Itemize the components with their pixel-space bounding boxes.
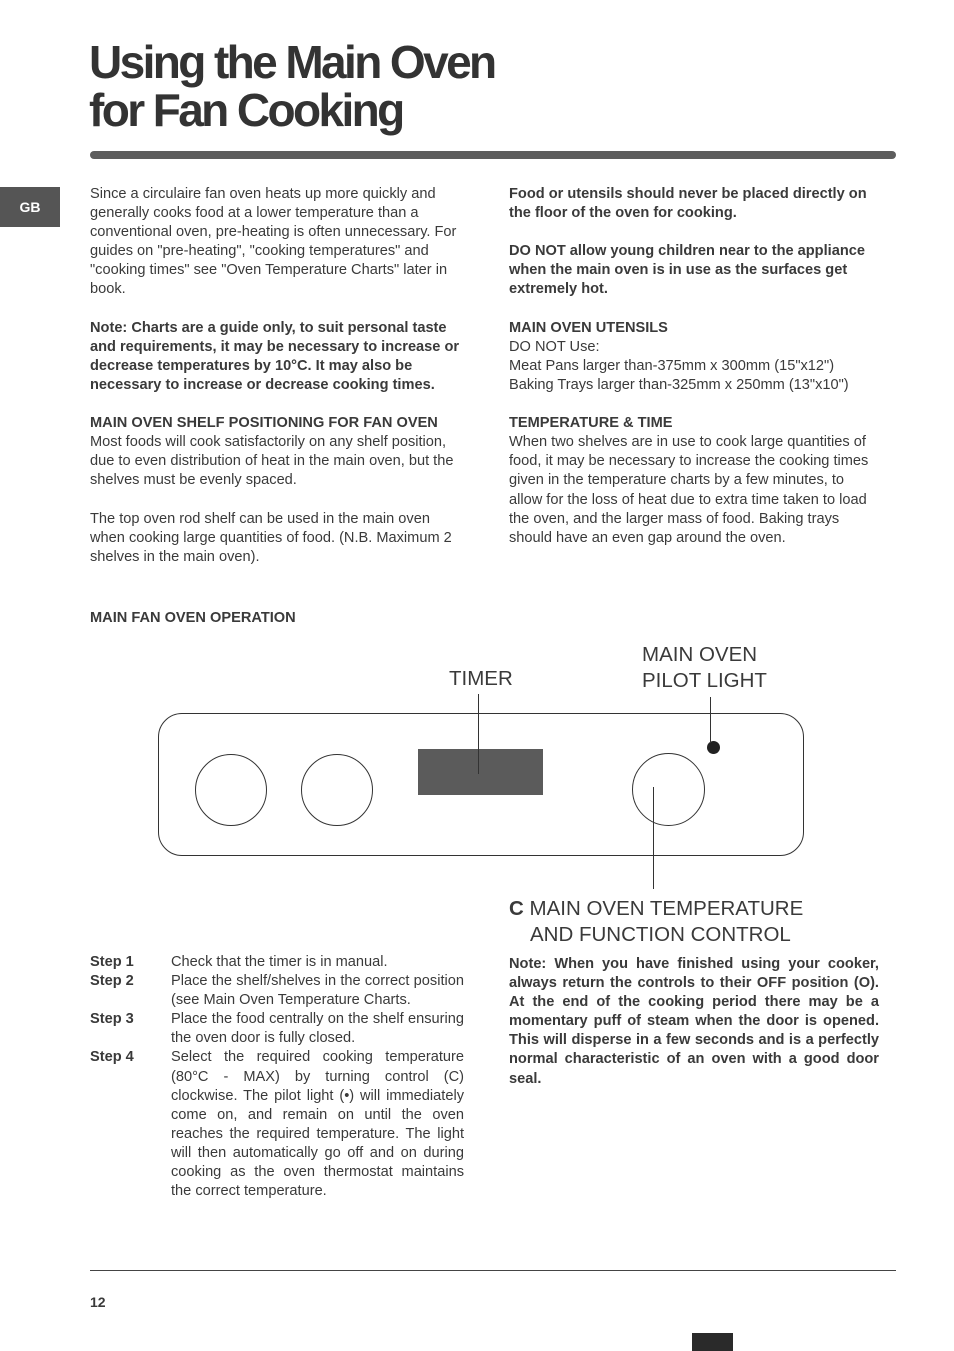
pilot-light <box>707 741 720 754</box>
title-line-2: for Fan Cooking <box>89 84 403 136</box>
header-divider <box>90 151 896 159</box>
pilot-light-label <box>642 642 767 694</box>
step-text: Check that the timer is in manual. <box>171 954 388 970</box>
control-label-line-1: MAIN OVEN TEMPERATURE <box>529 897 804 920</box>
pilot-label-line-1: MAIN OVEN <box>642 643 758 666</box>
utensils-heading: MAIN OVEN UTENSILS <box>509 319 668 336</box>
timer-display <box>418 749 543 795</box>
footer-divider <box>90 1270 896 1271</box>
temperature-heading: TEMPERATURE & TIME <box>509 415 673 432</box>
page-title <box>89 38 495 134</box>
step-item <box>90 953 464 972</box>
rod-shelf-paragraph: The top oven rod shelf can be used in the main oven when cooking large quantities of food. (N.B. Maximum 2 shelves in the main oven). <box>90 510 452 565</box>
control-knob-2 <box>301 754 373 826</box>
operation-heading: MAIN FAN OVEN OPERATION <box>90 610 296 626</box>
utensils-line: Baking Trays larger than-325mm x 250mm (13"x10") <box>509 376 849 393</box>
pilot-leader-line <box>710 697 711 743</box>
page-number: 12 <box>90 1294 106 1310</box>
right-column <box>509 185 881 567</box>
utensils-line: DO NOT Use: <box>509 338 600 355</box>
timer-label: TIMER <box>449 667 513 690</box>
control-knob-1 <box>195 754 267 826</box>
main-oven-control-knob <box>632 753 705 826</box>
step-text: Select the required cooking temperature (80°C - MAX) by turning control (C) clockwise. The pilot light (•) will immediately come on, and remain on until the oven reaches the required temperature. The light will then automatically go off and on during cooking as the oven thermostat maintains the correct temperature. <box>171 1049 464 1200</box>
control-label-line-2: AND FUNCTION CONTROL <box>530 923 791 946</box>
temperature-paragraph: When two shelves are in use to cook large quantities of food, it may be necessary to increase the cooking times given in the temperature charts by a few minutes, to allow for the loss of heat due to extra time taken to load the oven, and the larger mass of food. Baking trays should have an even gap around the oven. <box>509 434 869 546</box>
title-line-1: Using the Main Oven <box>89 36 495 88</box>
control-leader-line <box>653 787 654 889</box>
left-column <box>90 185 462 586</box>
step-item <box>90 972 464 1010</box>
floor-warning: Food or utensils should never be placed directly on the floor of the oven for cooking. <box>509 186 867 222</box>
step-label: Step 3 <box>90 1011 134 1028</box>
shelf-paragraph: Most foods will cook satisfactorily on any shelf position, due to even distribution of heat in the main oven, but the shelves must be evenly spaced. <box>90 434 454 489</box>
control-letter: C <box>509 897 524 920</box>
step-label: Step 1 <box>90 954 134 970</box>
control-label <box>509 896 803 948</box>
step-label: Step 4 <box>90 1049 134 1066</box>
children-warning: DO NOT allow young children near to the appliance when the main oven is in use as the surfaces get extremely hot. <box>509 243 865 298</box>
charts-note: Note: Charts are a guide only, to suit personal taste and requirements, it may be necessary to increase or decrease temperatures by 10°C. It may also be necessary to increase or decrease cooking times. <box>90 319 460 393</box>
timer-leader-line <box>478 694 479 774</box>
step-item <box>90 1048 464 1201</box>
step-text: Place the food centrally on the shelf ensuring the oven door is fully closed. <box>171 1011 464 1047</box>
steps-list <box>90 953 464 1201</box>
step-label: Step 2 <box>90 973 134 990</box>
step-text: Place the shelf/shelves in the correct position (see Main Oven Temperature Charts. <box>171 973 464 1009</box>
step-item <box>90 1010 464 1048</box>
corner-marker <box>692 1333 733 1351</box>
intro-paragraph: Since a circulaire fan oven heats up more quickly and generally cooks food at a lower temperature than a conventional oven, pre-heating is often unnecessary. For guides on "pre-heating", "cooking temperatures" and "cooking times" see "Oven Temperature Charts" later in book. <box>90 186 457 298</box>
pilot-label-line-2: PILOT LIGHT <box>642 669 767 692</box>
utensils-line: Meat Pans larger than-375mm x 300mm (15"x12") <box>509 357 835 374</box>
final-note: Note: When you have finished using your cooker, always return the controls to their OFF position (O). At the end of the cooking period there may be a momentary puff of steam when the door is opened. This will disperse in a few seconds and is a perfectly normal characteristic of an oven with a good door seal. <box>509 956 879 1087</box>
shelf-heading: MAIN OVEN SHELF POSITIONING FOR FAN OVEN <box>90 415 438 432</box>
language-tab: GB <box>0 187 60 227</box>
